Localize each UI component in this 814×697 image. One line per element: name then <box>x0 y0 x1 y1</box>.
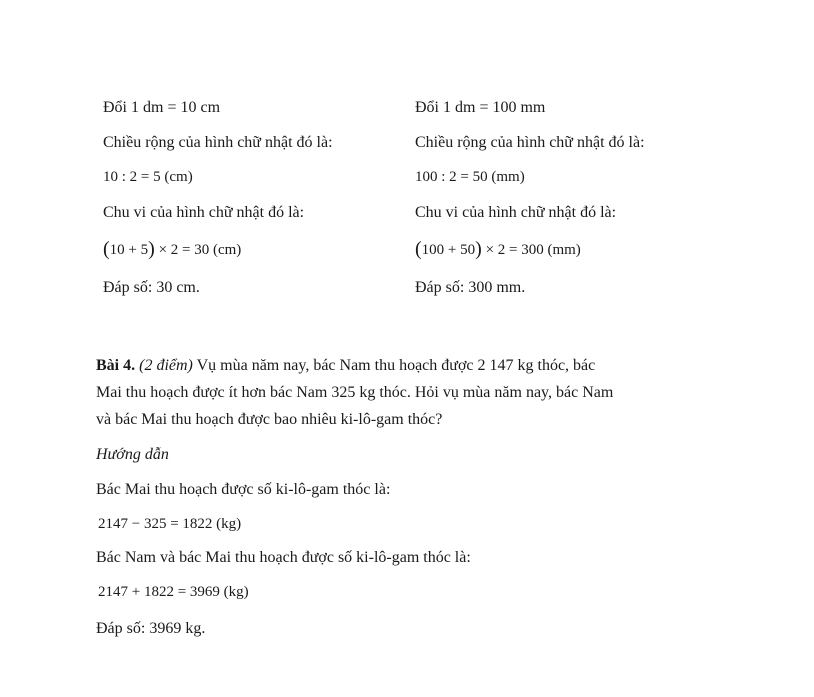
problem4-points: (2 điểm) <box>139 357 193 374</box>
right-width-calc: 100 : 2 = 50 (mm) <box>415 169 525 185</box>
calc1: 2147 − 325 = 1822 (kg) <box>98 516 242 532</box>
step2-text: Bác Nam và bác Mai thu hoạch được số ki-lô-gam thóc là: <box>96 549 471 566</box>
right-conversion: Đổi 1 dm = 100 mm <box>415 99 546 116</box>
close-paren: ) <box>148 238 155 260</box>
right-perimeter-inner: 100 + 50 <box>421 242 476 258</box>
problem4-line3: và bác Mai thu hoạch được bao nhiêu ki-lô-gam thóc? <box>96 411 443 428</box>
left-perimeter-heading: Chu vi của hình chữ nhật đó là: <box>103 204 305 221</box>
open-paren: ( <box>415 238 422 260</box>
problem4-text1: Vụ mùa năm nay, bác Nam thu hoạch được 2 147 kg thóc, bác <box>192 357 596 374</box>
left-conversion: Đổi 1 dm = 10 cm <box>103 99 221 116</box>
left-perimeter-rest: × 2 = 30 (cm) <box>154 242 242 258</box>
right-perimeter-heading: Chu vi của hình chữ nhật đó là: <box>415 204 617 221</box>
step1-text: Bác Mai thu hoạch được số ki-lô-gam thóc là: <box>96 481 391 498</box>
left-perimeter-calc <box>103 239 241 260</box>
calc2: 2147 + 1822 = 3969 (kg) <box>98 584 249 600</box>
left-perimeter-inner: 10 + 5 <box>109 242 149 258</box>
problem4-line1 <box>96 356 595 376</box>
close-paren: ) <box>475 238 482 260</box>
open-paren: ( <box>103 238 110 260</box>
right-width-heading: Chiều rộng của hình chữ nhật đó là: <box>415 134 645 151</box>
final-answer: Đáp số: 3969 kg. <box>96 620 206 637</box>
left-width-calc: 10 : 2 = 5 (cm) <box>103 169 193 185</box>
right-perimeter-calc <box>415 239 581 260</box>
right-answer: Đáp số: 300 mm. <box>415 279 526 296</box>
problem4-line2: Mai thu hoạch được ít hơn bác Nam 325 kg thóc. Hỏi vụ mùa năm nay, bác Nam <box>96 384 614 401</box>
left-answer: Đáp số: 30 cm. <box>103 279 200 296</box>
guide-heading: Hướng dẫn <box>96 446 169 463</box>
left-width-heading: Chiều rộng của hình chữ nhật đó là: <box>103 134 333 151</box>
right-perimeter-rest: × 2 = 300 (mm) <box>481 242 581 258</box>
problem4-label: Bài 4. <box>96 357 136 374</box>
